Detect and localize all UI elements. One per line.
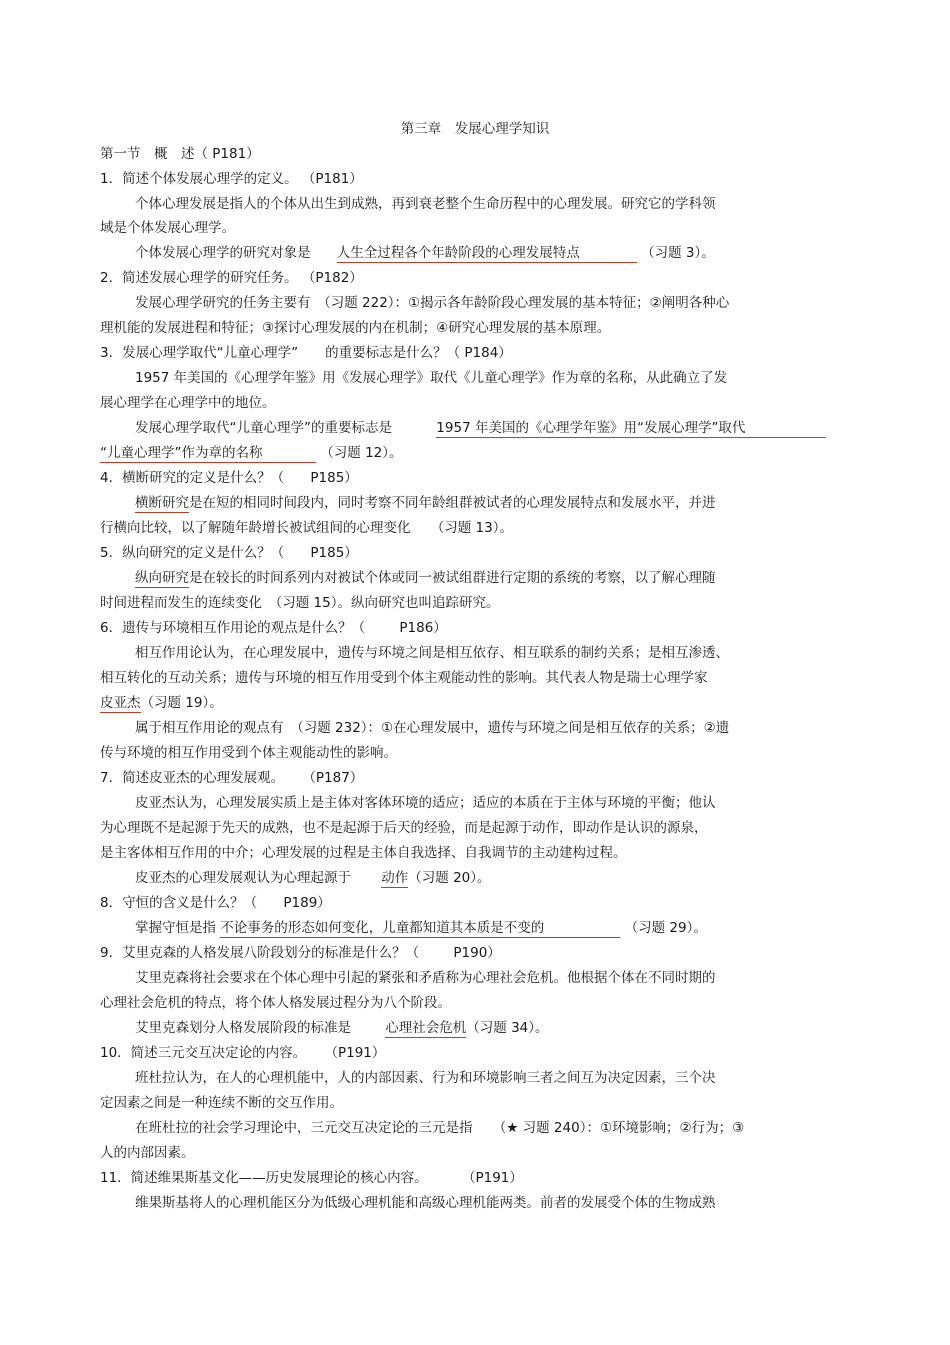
question-3 [100, 345, 512, 361]
answer-line: 相互作用论认为，在心理发展中，遗传与环境之间是相互依存、相互联系的制约关系；是相互渗透、 [135, 645, 729, 661]
answer-line: 理机能的发展进程和特征；③探讨心理发展的内在机制；④研究心理发展的基本原理。 [100, 320, 611, 336]
answer-line: 1957 年美国的《心理学年鉴》用《发展心理学》取代《儿童心理学》作为章的名称，从此确立了发 [135, 370, 728, 386]
underlined-answer: 横断研究 [135, 495, 189, 511]
answer-line: 行横向比较，以了解随年龄增长被试组间的心理变化 （习题 13）。 [100, 520, 513, 536]
question-text: 4．横断研究的定义是什么？（ [100, 470, 285, 486]
answer-line: 为心理既不是起源于先天的成熟，也不是起源于后天的经验，而是起源于动作，即动作是认识的源泉， [100, 820, 708, 836]
question-text: 3．发展心理学取代“儿童心理学” 的重要标志是什么？（ [100, 345, 461, 361]
page-ref: P185） [310, 470, 358, 486]
answer-line: 班杜拉认为，在人的心理机能中，人的内部因素、行为和环境影响三者之间互为决定因素，三个决 [135, 1070, 716, 1086]
underlined-answer: 动作 [381, 870, 409, 886]
answer-line: 心理社会危机的特点，将个体人格发展过程分为八个阶段。 [100, 995, 451, 1011]
page-ref: （P191） [324, 1045, 386, 1061]
answer-line: 纵向研究是在较长的时间系列内对被试个体或同一被试组群进行定期的系统的考察，以了解心理随 [135, 570, 716, 586]
underlined-answer: 皮亚杰 [100, 695, 141, 711]
answer-line: 定因素之间是一种连续不断的交互作用。 [100, 1095, 343, 1111]
answer-line: 横断研究是在短的相同时间段内，同时考察不同年龄组群被试者的心理发展特点和发展水平，并进 [135, 495, 716, 511]
question-text: 10．简述三元交互决定论的内容。 [100, 1045, 307, 1061]
page-ref: （P182） [301, 270, 363, 286]
question-text: 11．简述维果斯基文化——历史发展理论的核心内容。 [100, 1170, 428, 1186]
fill-in-line: 发展心理学取代“儿童心理学”的重要标志是 1957 年美国的《心理学年鉴》用“发展心理学”取代 [135, 420, 826, 438]
answer-line: 个体心理发展是指人的个体从出生到成熟，再到衰老整个生命历程中的心理发展。研究它的学科领 [135, 196, 716, 212]
answer-line: 发展心理学研究的任务主要有 （习题 222）：①揭示各年龄阶段心理发展的基本特征；②阐明各种心 [135, 295, 730, 311]
page-ref: P189） [283, 895, 331, 911]
answer-line: 是主客体相互作用的中介；心理发展的过程是主体自我选择、自我调节的主动建构过程。 [100, 845, 627, 861]
underlined-answer: 不论事务的形态如何变化，儿童都知道其本质是不变的 [220, 920, 620, 938]
question-text: 5．纵向研究的定义是什么？（ [100, 545, 285, 561]
fill-in-line: 皮亚杰的心理发展观认为心理起源于 动作（习题 20）。 [135, 870, 491, 886]
question-text: 2．简述发展心理学的研究任务。 [100, 270, 298, 286]
question-5 [100, 545, 358, 561]
page-ref: （P187） [302, 770, 364, 786]
page-ref: P190） [453, 945, 501, 961]
answer-line: 域是个体发展心理学。 [100, 220, 235, 236]
chapter-title: 第三章 发展心理学知识 [400, 121, 550, 137]
answer-line: 展心理学在心理学中的地位。 [100, 395, 276, 411]
question-text: 6．遗传与环境相互作用论的观点是什么？（ [100, 620, 366, 636]
fill-in-line: 个体发展心理学的研究对象是 人生全过程各个年龄阶段的心理发展特点 （习题 3）。 [135, 245, 715, 261]
page-ref: P186） [399, 620, 447, 636]
page-ref: P185） [310, 545, 358, 561]
page-ref: （P191） [461, 1170, 523, 1186]
question-4 [100, 470, 358, 486]
answer-line: 在班杜拉的社会学习理论中，三元交互决定论的三元是指 （★ 习题 240）：①环境影响；②行为；③ [135, 1120, 745, 1136]
question-text: 7．简述皮亚杰的心理发展观。 [100, 770, 285, 786]
question-6 [100, 620, 447, 636]
page-ref: P184） [464, 345, 512, 361]
question-9 [100, 945, 501, 961]
answer-line: 传与环境的相互作用受到个体主观能动性的影响。 [100, 745, 397, 761]
question-10 [100, 1045, 385, 1061]
page-ref: （P181） [301, 171, 363, 187]
answer-line: 皮亚杰认为，心理发展实质上是主体对客体环境的适应；适应的本质在于主体与环境的平衡；他认 [135, 795, 716, 811]
underlined-answer: 心理社会危机 [385, 1020, 467, 1036]
answer-line: 时间进程而发生的连续变化 （习题 15）。纵向研究也叫追踪研究。 [100, 595, 500, 611]
underlined-answer: 纵向研究 [135, 570, 189, 586]
question-text: 1．简述个体发展心理学的定义。 [100, 171, 298, 187]
fill-in-line: 掌握守恒是指 不论事务的形态如何变化，儿童都知道其本质是不变的 （习题 29）。 [135, 920, 707, 936]
answer-line: 人的内部因素。 [100, 1145, 195, 1161]
answer-line: 相互转化的互动关系；遗传与环境的相互作用受到个体主观能动性的影响。其代表人物是瑞士心理学家 [100, 670, 708, 686]
answer-line: 维果斯基将人的心理机能区分为低级心理机能和高级心理机能两类。前者的发展受个体的生物成熟 [135, 1195, 716, 1211]
question-text: 8．守恒的含义是什么？（ [100, 895, 258, 911]
question-1 [100, 171, 363, 187]
underlined-answer: “儿童心理学”作为章的名称 [100, 445, 316, 463]
question-2 [100, 270, 363, 286]
fill-in-line: “儿童心理学”作为章的名称 （习题 12）。 [100, 445, 403, 461]
underlined-answer: 人生全过程各个年龄阶段的心理发展特点 [337, 245, 637, 263]
question-text: 9．艾里克森的人格发展八阶段划分的标准是什么？（ [100, 945, 420, 961]
question-7 [100, 770, 363, 786]
answer-line: 皮亚杰（习题 19）。 [100, 695, 223, 711]
section-heading: 第一节 概 述（ P181） [100, 146, 260, 162]
fill-in-line: 艾里克森划分人格发展阶段的标准是 心理社会危机（习题 34）。 [135, 1020, 549, 1036]
question-11 [100, 1170, 523, 1186]
question-8 [100, 895, 331, 911]
underlined-answer: 1957 年美国的《心理学年鉴》用“发展心理学”取代 [436, 420, 826, 438]
answer-line: 艾里克森将社会要求在个体心理中引起的紧张和矛盾称为心理社会危机。他根据个体在不同时期的 [135, 970, 716, 986]
answer-line: 属于相互作用论的观点有 （习题 232）：①在心理发展中，遗传与环境之间是相互依存的关系；②遗 [135, 720, 730, 736]
